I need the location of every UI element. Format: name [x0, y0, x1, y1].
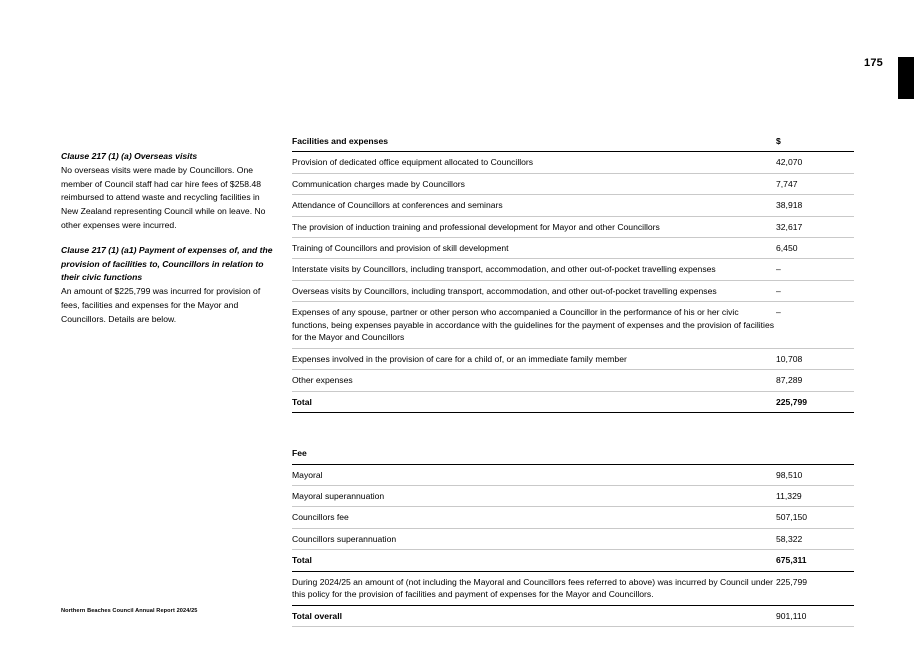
row-amount: 98,510 — [776, 464, 854, 485]
left-text-column — [61, 150, 273, 327]
row-amount: – — [776, 302, 854, 349]
row-amount: 6,450 — [776, 238, 854, 259]
tables-column — [292, 131, 854, 627]
table-row — [292, 238, 854, 259]
table-header-row — [292, 131, 854, 152]
table-row — [292, 486, 854, 507]
total-amount: 225,799 — [776, 391, 854, 412]
row-label: Mayoral superannuation — [292, 486, 776, 507]
table-row — [292, 280, 854, 301]
table-row — [292, 349, 854, 370]
total-overall-label: Total overall — [292, 605, 776, 626]
table-row — [292, 152, 854, 173]
page-footer: Northern Beaches Council Annual Report 2024/25 — [61, 608, 198, 614]
total-overall-row — [292, 605, 854, 626]
clause-block-a1-body: An amount of $225,799 was incurred for provision of fees, facilities and expenses for the Mayor and Councillors. Details are below. — [61, 286, 261, 324]
row-amount: 10,708 — [776, 349, 854, 370]
table-header-row — [292, 443, 854, 464]
row-amount: 32,617 — [776, 216, 854, 237]
fee-table — [292, 443, 854, 571]
row-label: Interstate visits by Councillors, including transport, accommodation, and other out-of-pocket travelling expenses — [292, 259, 776, 280]
table-row — [292, 216, 854, 237]
table-row — [292, 464, 854, 485]
total-label: Total — [292, 391, 776, 412]
facilities-and-expenses-table — [292, 131, 854, 413]
table-row — [292, 507, 854, 528]
page-number: 175 — [864, 57, 883, 69]
facilities-header-label: Facilities and expenses — [292, 131, 776, 152]
row-label: Councillors superannuation — [292, 528, 776, 549]
row-amount: 58,322 — [776, 528, 854, 549]
row-amount: 507,150 — [776, 507, 854, 528]
facilities-header-amount: $ — [776, 131, 854, 152]
clause-block-a-heading: Clause 217 (1) (a) Overseas visits — [61, 151, 198, 161]
fee-header-amount — [776, 443, 854, 464]
table-spacer — [292, 413, 854, 443]
table-row — [292, 195, 854, 216]
total-label: Total — [292, 550, 776, 571]
row-label: Attendance of Councillors at conferences and seminars — [292, 195, 776, 216]
row-amount: – — [776, 259, 854, 280]
clause-block-a1-heading: Clause 217 (1) (a1) Payment of expenses of, and the provision of facilities to, Councillors in relation to their civic functions — [61, 244, 273, 283]
row-label: Overseas visits by Councillors, including transport, accommodation, and other out-of-pocket travelling expenses — [292, 280, 776, 301]
clause-block-a1 — [61, 244, 273, 327]
row-amount: 38,918 — [776, 195, 854, 216]
policy-note-table — [292, 572, 854, 628]
total-amount: 675,311 — [776, 550, 854, 571]
table-total-row — [292, 391, 854, 412]
note-row — [292, 572, 854, 606]
row-amount: 7,747 — [776, 173, 854, 194]
row-amount: 42,070 — [776, 152, 854, 173]
clause-block-a — [61, 150, 273, 233]
clause-block-a-body: No overseas visits were made by Councillors. One member of Council staff had car hire fees of $258.48 reimbursed to attend waste and recycling facilities in New Zealand representing Council while on leave. No other expenses were incurred. — [61, 164, 266, 230]
row-label: Councillors fee — [292, 507, 776, 528]
row-label: The provision of induction training and professional development for Mayor and other Councillors — [292, 216, 776, 237]
table-row — [292, 302, 854, 349]
table-row — [292, 173, 854, 194]
note-amount: 225,799 — [776, 572, 854, 606]
page-edge-marker — [898, 57, 914, 99]
row-amount: 11,329 — [776, 486, 854, 507]
row-amount: – — [776, 280, 854, 301]
row-label: Provision of dedicated office equipment allocated to Councillors — [292, 152, 776, 173]
table-row — [292, 370, 854, 391]
row-label: Training of Councillors and provision of skill development — [292, 238, 776, 259]
table-row — [292, 528, 854, 549]
row-label: Expenses of any spouse, partner or other person who accompanied a Councillor in the performance of his or her civic functions, being expenses payable in accordance with the guidelines for the payment of expenses and the provision of facilities for the Mayor and Councillors — [292, 302, 776, 349]
note-text: During 2024/25 an amount of (not including the Mayoral and Councillors fees referred to above) was incurred by Council under this policy for the provision of facilities and payment of expenses for the Mayor and Councillors. — [292, 572, 776, 606]
table-total-row — [292, 550, 854, 571]
total-overall-amount: 901,110 — [776, 605, 854, 626]
row-label: Other expenses — [292, 370, 776, 391]
fee-header-label: Fee — [292, 443, 776, 464]
row-label: Expenses involved in the provision of care for a child of, or an immediate family member — [292, 349, 776, 370]
table-row — [292, 259, 854, 280]
row-amount: 87,289 — [776, 370, 854, 391]
row-label: Communication charges made by Councillors — [292, 173, 776, 194]
row-label: Mayoral — [292, 464, 776, 485]
